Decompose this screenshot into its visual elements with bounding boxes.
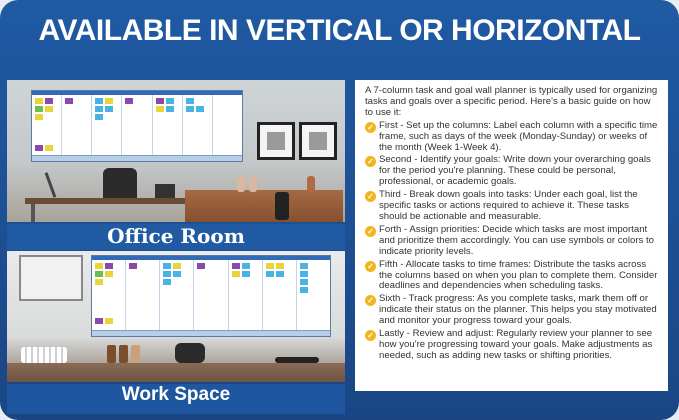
sticky-note (242, 263, 250, 269)
sticky-note (95, 98, 103, 104)
sticky-note (65, 98, 73, 104)
laptop (155, 184, 175, 198)
sticky-note (196, 106, 204, 112)
work-space-caption: Work Space (7, 384, 345, 414)
guide-step-text: Second - Identify your goals: Write down your overarching goals for the period you're planning. These could be personal, professional, or academic goals. (379, 154, 651, 188)
sticky-note (95, 318, 103, 324)
sticky-note (163, 279, 171, 285)
rice-cooker (175, 343, 205, 363)
desk-lamp (45, 172, 57, 197)
guide-step (365, 121, 658, 154)
sticky-note (186, 106, 194, 112)
sticky-note (125, 98, 133, 104)
cabinet (185, 190, 343, 222)
sticky-note (276, 263, 284, 269)
sticky-note (156, 98, 164, 104)
sticky-note (300, 287, 308, 293)
sticky-note (166, 98, 174, 104)
guide-step (365, 260, 658, 293)
office-room-caption: Office Room (7, 224, 345, 250)
check-circle-icon: ✓ (365, 191, 376, 202)
sticky-note (45, 145, 53, 151)
sticky-note (232, 263, 240, 269)
check-circle-icon: ✓ (365, 122, 376, 133)
stool (275, 192, 289, 220)
jar (131, 345, 140, 363)
guide-step (365, 329, 658, 362)
guide-step-text: Third - Break down goals into tasks: Under each goal, list the specific tasks or actions required to achieve it. These tasks should be actionable and measurable. (379, 189, 638, 222)
sticky-note (45, 98, 53, 104)
sticky-note (105, 263, 113, 269)
sticky-note (95, 114, 103, 120)
sticky-note (242, 271, 250, 277)
kitchen-counter (7, 363, 345, 382)
check-circle-icon: ✓ (365, 330, 376, 341)
vase (237, 176, 245, 192)
headline: AVAILABLE IN VERTICAL OR HORIZONTAL (38, 14, 641, 47)
vase (307, 176, 315, 192)
guide-intro: A 7-column task and goal wall planner is typically used for organizing tasks and goals over a specific period. Here's a basic guide on how to use it: (365, 85, 658, 118)
wall-frame (257, 122, 295, 160)
sticky-note (300, 279, 308, 285)
sticky-note (95, 106, 103, 112)
sticky-note (105, 271, 113, 277)
sticky-note (173, 263, 181, 269)
guide-step-text: Sixth - Track progress: As you complete tasks, mark them off or indicate their status on the planner. This helps you stay motivated and monitor your progress toward your goals. (379, 293, 657, 327)
sticky-note (105, 106, 113, 112)
wall-picture (19, 255, 83, 301)
sticky-note (163, 263, 171, 269)
guide-step (365, 225, 658, 258)
guide-card (355, 80, 668, 391)
sticky-note (105, 318, 113, 324)
sticky-note (186, 98, 194, 104)
sticky-note (45, 106, 53, 112)
sticky-note (105, 98, 113, 104)
sticky-note (300, 263, 308, 269)
sticky-note (163, 271, 171, 277)
check-circle-icon: ✓ (365, 226, 376, 237)
guide-step (365, 294, 658, 327)
sticky-note (35, 106, 43, 112)
planner-board-office (31, 90, 243, 162)
sticky-note (35, 145, 43, 151)
jar (107, 345, 116, 363)
guide-step (365, 155, 658, 188)
guide-step-text: Fifth - Allocate tasks to time frames: Distribute the tasks across the columns based on when you plan to complete them. Consider deadlines and dependencies when scheduling tasks. (379, 258, 658, 292)
sticky-note (35, 98, 43, 104)
dish-rack (21, 347, 67, 363)
sticky-note (95, 279, 103, 285)
sticky-note (300, 271, 308, 277)
guide-step-text: Lastly - Review and adjust: Regularly review your planner to see how you're progressing toward your goals. Make adjustments as needed, such as adding new tasks or shifting priorities. (379, 328, 653, 361)
check-circle-icon: ✓ (365, 261, 376, 272)
office-room-photo (7, 80, 345, 222)
sticky-note (35, 114, 43, 120)
sticky-note (95, 263, 103, 269)
sticky-note (95, 271, 103, 277)
sticky-note (266, 271, 274, 277)
sticky-note (232, 271, 240, 277)
check-circle-icon: ✓ (365, 295, 376, 306)
guide-step-text: Forth - Assign priorities: Decide which tasks are most important and prioritize them accordingly. You can use symbols or colors to indicate priority levels. (379, 223, 654, 257)
sticky-note (266, 263, 274, 269)
guide-step-text: First - Set up the columns: Label each column with a specific time frame, such as days of the week (Monday-Sunday) or weeks of the month (Week 1-Week 4). (379, 119, 658, 153)
jar (119, 345, 128, 363)
sticky-note (156, 106, 164, 112)
sticky-note (166, 106, 174, 112)
sticky-note (129, 263, 137, 269)
work-space-photo (7, 251, 345, 382)
wall-frame (299, 122, 337, 160)
planner-board-work (91, 255, 331, 337)
sticky-note (197, 263, 205, 269)
guide-step (365, 190, 658, 223)
sticky-note (276, 271, 284, 277)
sticky-note (173, 271, 181, 277)
check-circle-icon: ✓ (365, 156, 376, 167)
vase (249, 176, 257, 192)
